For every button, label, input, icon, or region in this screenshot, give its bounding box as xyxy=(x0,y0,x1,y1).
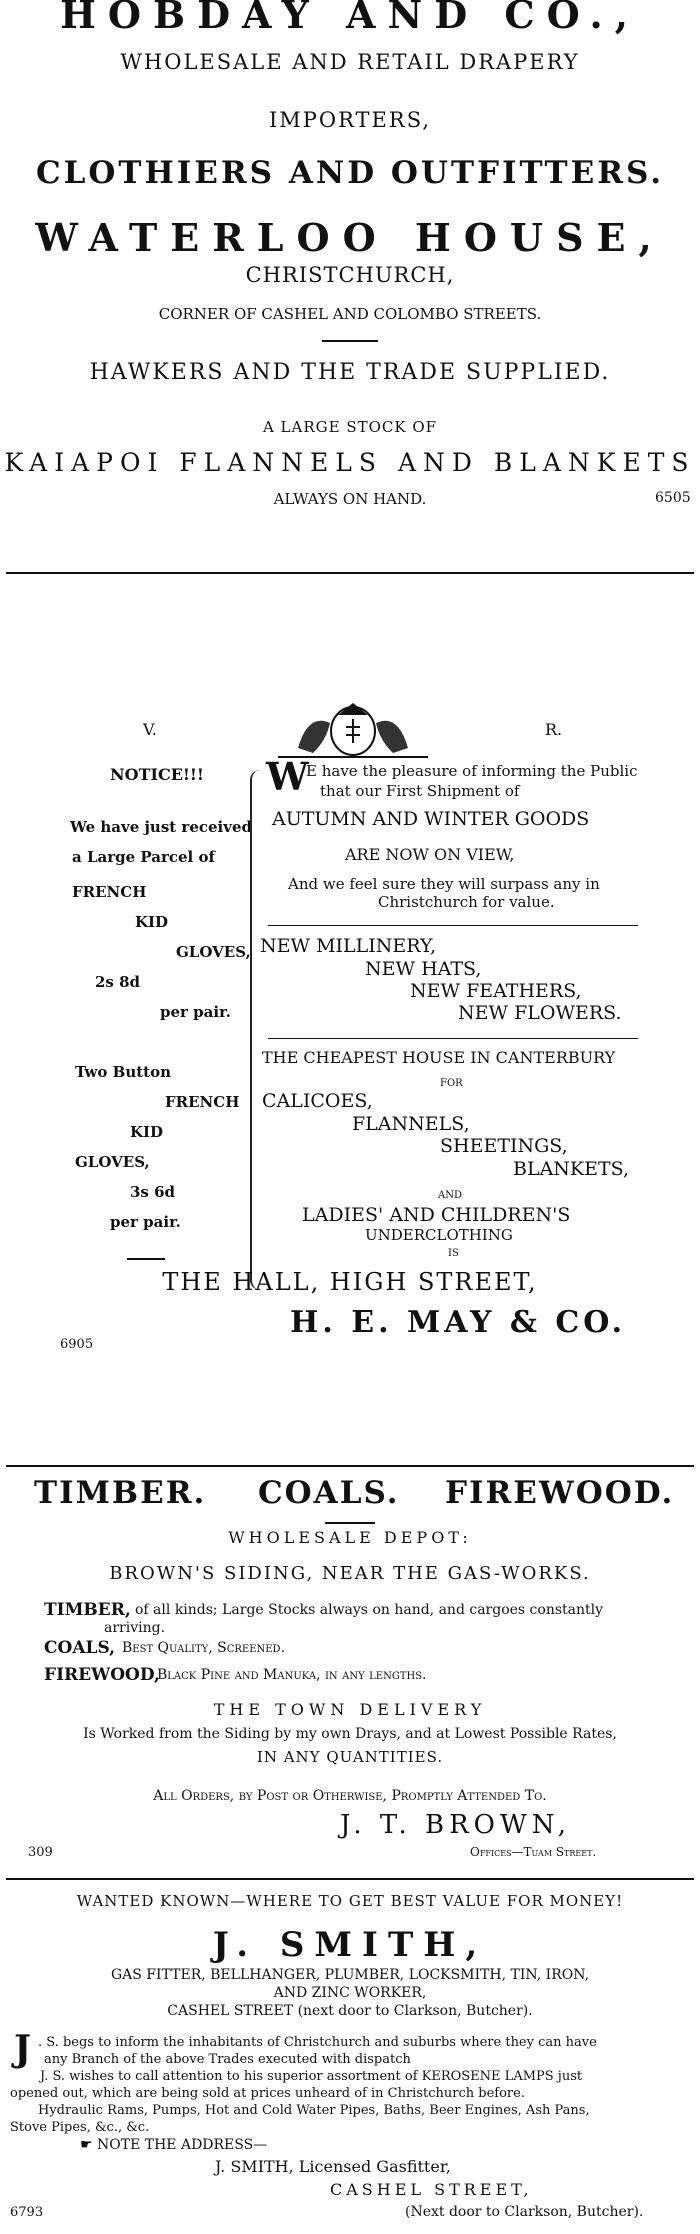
may-flannels: FLANNELS, xyxy=(352,1113,470,1135)
gloves-line: FRENCH xyxy=(165,1093,240,1111)
may-view: ARE NOW ON VIEW, xyxy=(345,845,515,864)
smith-ref: 6793 xyxy=(10,2205,44,2220)
crown-letter-v: V. xyxy=(143,720,157,739)
smith-note: ☛ NOTE THE ADDRESS— xyxy=(80,2137,268,2153)
brown-ref: 309 xyxy=(28,1845,53,1860)
smith-wanted: WANTED KNOWN—WHERE TO GET BEST VALUE FOR MONEY! xyxy=(76,1892,624,1910)
waterloo-house: WATERLOO HOUSE, xyxy=(35,215,665,260)
hobday-name: HOBDAY AND CO., xyxy=(59,0,640,37)
smith-para-3b: Stove Pipes, &c., &c. xyxy=(10,2120,150,2135)
hobday-line3: CLOTHIERS AND OUTFITTERS. xyxy=(35,155,665,191)
smith-street: CASHEL STREET, xyxy=(330,2180,533,2199)
brown-coals: COALS. xyxy=(258,1475,400,1511)
smith-para-2b: opened out, which are being sold at prices unheard of in Christchurch before. xyxy=(10,2086,525,2101)
smith-trades-2: AND ZINC WORKER, xyxy=(273,1985,427,2001)
brown-fire-text: Black Pine and Manuka, in any lengths. xyxy=(157,1667,427,1683)
smith-licensed: J. SMITH, Licensed Gasfitter, xyxy=(215,2157,451,2176)
smith-para-1b: any Branch of the above Trades executed with dispatch xyxy=(44,2052,411,2067)
section-divider-1 xyxy=(6,572,694,574)
brown-coals-text: Best Quality, Screened. xyxy=(122,1640,286,1656)
brown-depot: WHOLESALE DEPOT: xyxy=(228,1528,472,1547)
gloves-line: a Large Parcel of xyxy=(72,848,215,866)
brown-fire-head: FIREWOOD, xyxy=(44,1665,160,1685)
dropcap-w: W xyxy=(266,754,309,799)
brown-timber-head: TIMBER, xyxy=(44,1600,131,1620)
hobday-kaiapoi: KAIAPOI FLANNELS AND BLANKETS xyxy=(4,448,696,477)
may-company: H. E. MAY & CO. xyxy=(290,1305,627,1340)
gloves-line: per pair. xyxy=(110,1213,181,1231)
may-feel-1: And we feel sure they will surpass any in xyxy=(288,875,600,893)
may-new-3: NEW FEATHERS, xyxy=(410,980,582,1002)
hobday-always: ALWAYS ON HAND. xyxy=(273,490,427,508)
gloves-line: GLOVES, xyxy=(176,943,251,961)
may-intro-1: E have the pleasure of informing the Public xyxy=(306,762,638,780)
may-hall: THE HALL, HIGH STREET, xyxy=(162,1268,538,1296)
brown-firewood: FIREWOOD. xyxy=(445,1475,675,1511)
hobday-city: CHRISTCHURCH, xyxy=(245,263,455,287)
gloves-line: FRENCH xyxy=(72,883,147,901)
may-new-4: NEW FLOWERS. xyxy=(458,1002,622,1024)
may-new-1: NEW MILLINERY, xyxy=(260,935,437,957)
brown-quant: IN ANY QUANTITIES. xyxy=(256,1748,444,1766)
may-under: UNDERCLOTHING xyxy=(365,1226,513,1244)
brown-timber: TIMBER. xyxy=(34,1475,207,1511)
gloves-line: 2s 8d xyxy=(95,973,141,991)
may-divider-1 xyxy=(268,925,638,926)
smith-cashel: CASHEL STREET (next door to Clarkson, Butcher). xyxy=(167,2003,533,2019)
gloves-line: GLOVES, xyxy=(75,1153,150,1171)
smith-next: (Next door to Clarkson, Butcher). xyxy=(405,2204,644,2220)
smith-trades-1: GAS FITTER, BELLHANGER, PLUMBER, LOCKSMITH, TIN, IRON, xyxy=(110,1967,590,1983)
brown-orders: All Orders, by Post or Otherwise, Promptly Attended To. xyxy=(153,1788,547,1804)
hobday-stock: A LARGE STOCK OF xyxy=(262,418,438,436)
brown-timber-text: of all kinds; Large Stocks always on hand, and cargoes constantly xyxy=(135,1602,604,1618)
brown-siding: BROWN'S SIDING, NEAR THE GAS-WORKS. xyxy=(109,1563,591,1584)
may-blankets: BLANKETS, xyxy=(513,1158,630,1180)
section-divider-3 xyxy=(6,1878,694,1880)
may-sheetings: SHEETINGS, xyxy=(440,1135,568,1157)
gloves-line: We have just received xyxy=(70,818,252,836)
may-calicoes: CALICOES, xyxy=(262,1090,373,1112)
smith-name: J. SMITH, xyxy=(212,1925,488,1965)
dropcap-j: J xyxy=(14,2028,32,2070)
hobday-line2: IMPORTERS, xyxy=(268,108,432,132)
brown-town: THE TOWN DELIVERY xyxy=(213,1700,487,1719)
may-autumn: AUTUMN AND WINTER GOODS xyxy=(272,808,590,830)
may-ladies: LADIES' AND CHILDREN'S xyxy=(302,1204,571,1226)
brown-divider-1 xyxy=(325,1522,375,1524)
left-brace xyxy=(250,770,262,1290)
hobday-trade: HAWKERS AND THE TRADE SUPPLIED. xyxy=(89,360,611,385)
hobday-line1: WHOLESALE AND RETAIL DRAPERY xyxy=(120,50,580,74)
may-and: AND xyxy=(438,1190,462,1201)
may-new-2: NEW HATS, xyxy=(365,958,482,980)
hobday-divider xyxy=(322,340,378,342)
gloves-line: KID xyxy=(135,913,169,931)
notice-heading: NOTICE!!! xyxy=(110,765,204,784)
gloves-divider xyxy=(127,1258,165,1260)
royal-crest-icon xyxy=(268,693,438,763)
crown-letter-r: R. xyxy=(545,720,563,739)
may-intro-2: that our First Shipment of xyxy=(320,782,520,800)
brown-offices: Offices—Tuam Street. xyxy=(470,1845,597,1859)
may-divider-2 xyxy=(268,1038,638,1039)
may-for: FOR xyxy=(440,1078,463,1089)
smith-para-1a: . S. begs to inform the inhabitants of Christchurch and suburbs where they can have xyxy=(38,2035,597,2050)
hobday-corner: CORNER OF CASHEL AND COLOMBO STREETS. xyxy=(158,305,542,323)
smith-para-3a: Hydraulic Rams, Pumps, Hot and Cold Water Pipes, Baths, Beer Engines, Ash Pans, xyxy=(38,2103,590,2118)
brown-timber-text-2: arriving. xyxy=(104,1620,166,1636)
brown-name: J. T. BROWN, xyxy=(340,1810,572,1840)
may-is: IS xyxy=(448,1248,459,1259)
section-divider-2 xyxy=(6,1465,694,1467)
may-ref: 6905 xyxy=(60,1337,94,1352)
smith-para-2a: J. S. wishes to call attention to his superior assortment of KEROSENE LAMPS just xyxy=(40,2069,583,2084)
gloves-line: per pair. xyxy=(160,1003,231,1021)
gloves-line: 3s 6d xyxy=(130,1183,176,1201)
gloves-line: Two Button xyxy=(75,1063,172,1081)
brown-coals-head: COALS, xyxy=(44,1638,116,1658)
gloves-line: KID xyxy=(130,1123,164,1141)
brown-worked: Is Worked from the Siding by my own Drays, and at Lowest Possible Rates, xyxy=(83,1726,617,1742)
hobday-ref: 6505 xyxy=(655,490,691,506)
may-cheapest: THE CHEAPEST HOUSE IN CANTERBURY xyxy=(262,1048,616,1067)
may-feel-2: Christchurch for value. xyxy=(378,893,555,911)
